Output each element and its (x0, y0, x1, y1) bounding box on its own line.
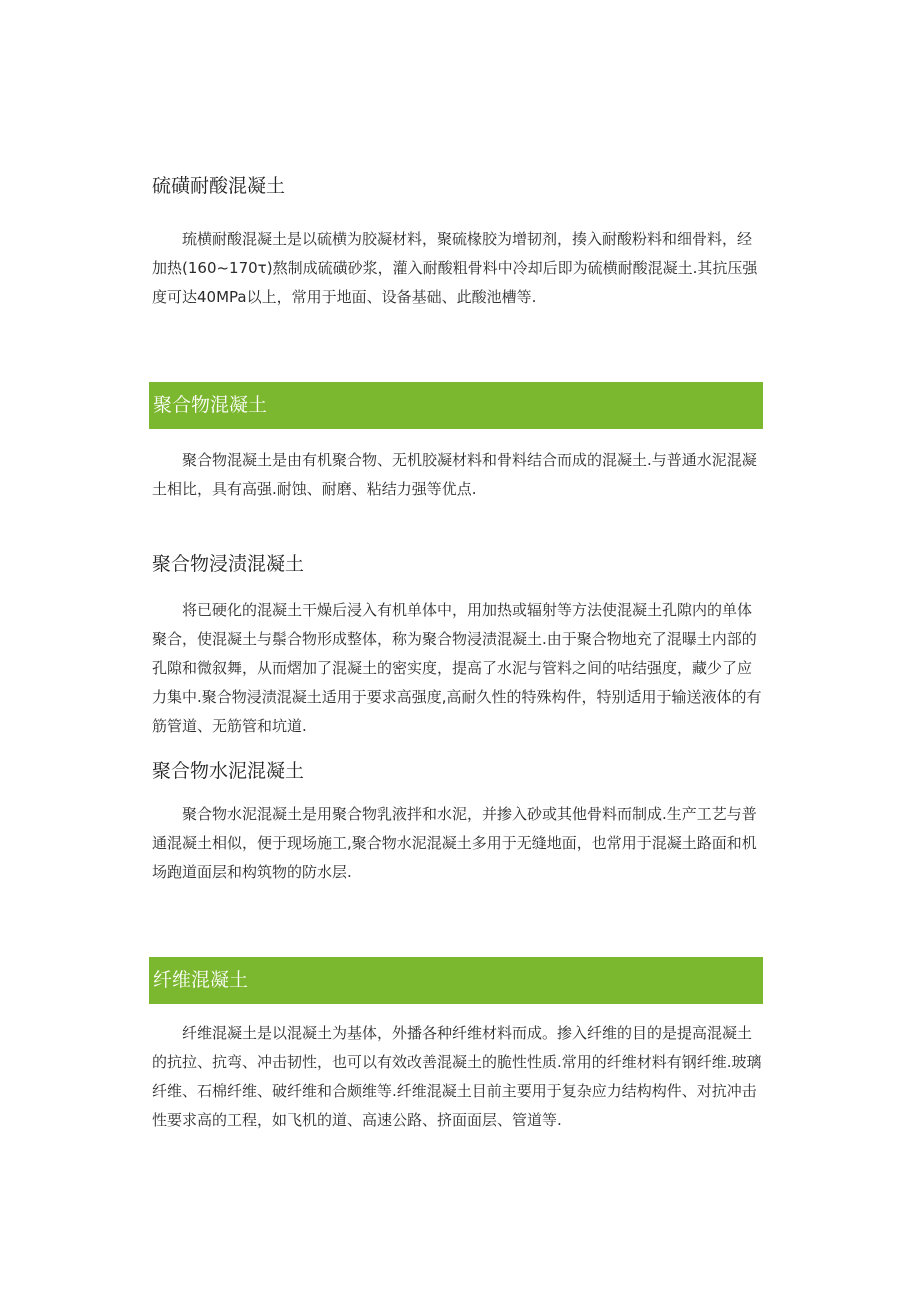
section-banner-polymer-concrete: 聚合物混凝土 (149, 382, 763, 429)
section-paragraph-polymer-cement-concrete: 聚合物水泥混凝土是用聚合物乳液拌和水泥，并掺入砂或其他骨料而制成.生产工艺与普通混凝土相似，便于现场施工,聚合物水泥混凝土多用于无缝地面，也常用于混凝土路面和机场跑道面层和构筑物的防水层. (152, 805, 757, 881)
section-heading-sulfur-acid-concrete: 硫磺耐酸混凝土 (152, 175, 286, 197)
section-heading-polymer-impregnated-concrete: 聚合物浸渍混凝土 (152, 553, 305, 575)
section-paragraph-fiber-concrete: 纤维混凝土是以混凝土为基体，外播各种纤维材料而成。掺入纤维的目的是提高混凝土的抗拉、抗弯、冲击韧性，也可以有效改善混凝土的脆性性质.常用的纤维材料有钢纤维.玻璃纤维、石棉纤维、破纤维和合颇维等.纤维混凝土目前主要用于复杂应力结构构件、对抗冲击性要求高的工程，如飞机的道、高速公路、挤面面层、管道等. (152, 1024, 762, 1129)
section-paragraph-sulfur-acid-concrete: 琉横耐酸混凝土是以硫横为胶凝材料，聚硫椽胶为增韧剂，揍入耐酸粉料和细骨料，经加热(160~170τ)熬制成硫磺砂浆，灌入耐酸粗骨料中冷却后即为硫横耐酸混凝土.其抗压强度可达40MPa以上，常用于地面、设备基础、此酸池槽等. (152, 230, 758, 306)
section-paragraph-polymer-concrete: 聚合物混凝土是由有机聚合物、无机胶凝材料和骨料结合而成的混凝土.与普通水泥混凝土相比，具有高强.耐蚀、耐磨、粘结力强等优点. (152, 451, 757, 498)
section-heading-polymer-cement-concrete: 聚合物水泥混凝土 (152, 760, 305, 782)
section-paragraph-polymer-impregnated-concrete: 将已硬化的混凝土干燥后浸入有机单体中，用加热或辐射等方法使混凝土孔隙内的单体聚合，使混凝土与鬃合物形成整体，称为聚合物浸渍混凝土.由于聚合物地充了混曝土内部的孔隙和微叙舞，从而熠加了混凝土的密实度，提高了水泥与管料之间的咕结强度，藏少了应力集中.聚合物浸渍混凝土适用于要求高强度,高耐久性的特殊构件，特别适用于输送液体的有筋管道、无筋管和坑道. (152, 601, 762, 735)
section-banner-fiber-concrete: 纤维混凝土 (149, 957, 763, 1004)
